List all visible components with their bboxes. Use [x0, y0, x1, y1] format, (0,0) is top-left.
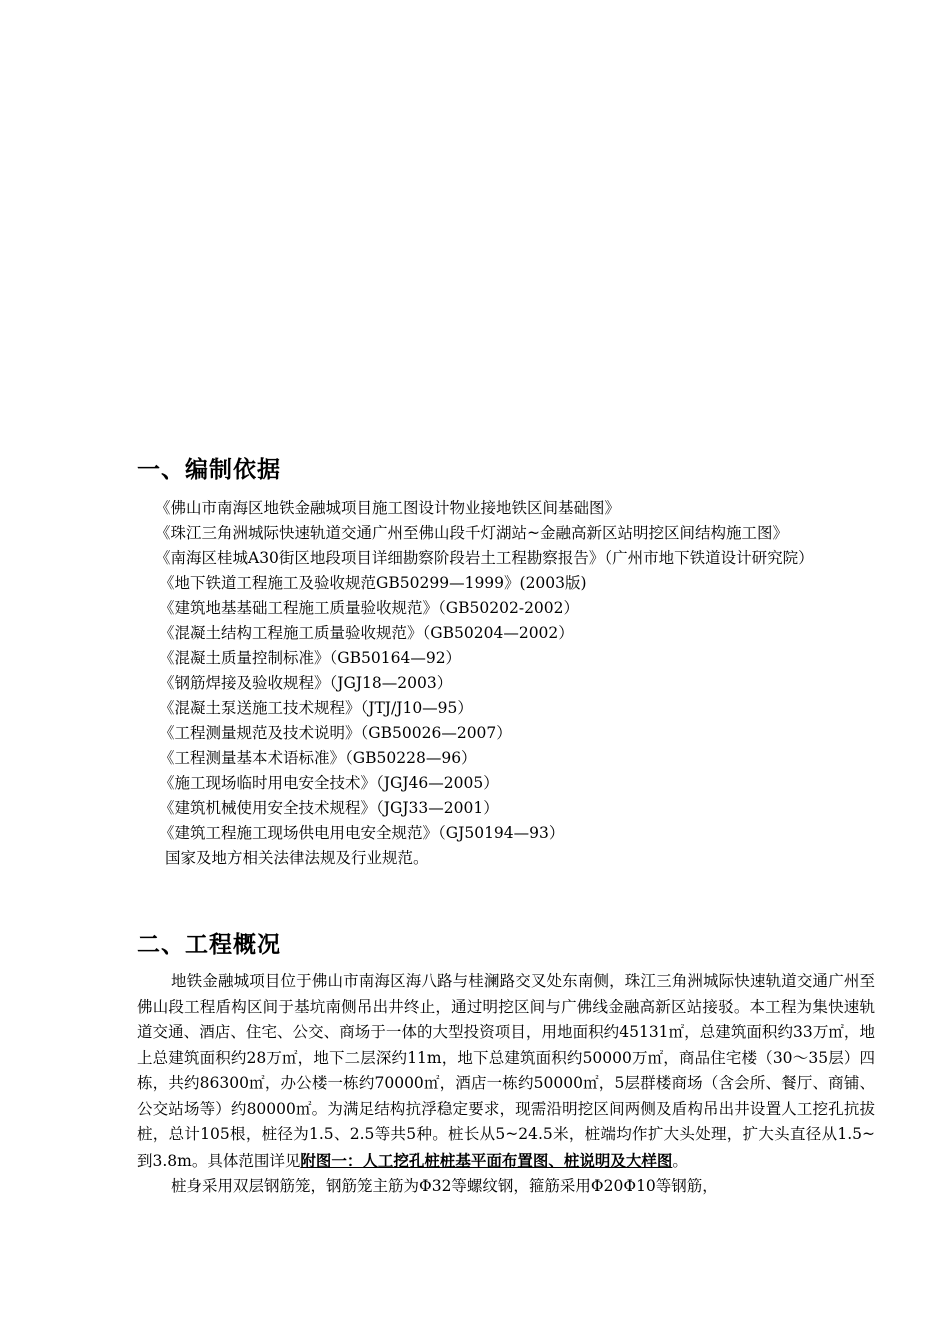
reference-item: 《混凝土质量控制标准》（GB50164—92） [159, 649, 462, 667]
reference-item: 国家及地方相关法律法规及行业规范。 [165, 849, 429, 867]
reference-item: 《建筑地基基础工程施工质量验收规范》（GB50202-2002） [159, 599, 580, 617]
appendix-figure-link[interactable]: 附图一：人工挖孔桩桩基平面布置图、桩说明及大样图 [300, 1150, 673, 1170]
project-overview [137, 969, 875, 1200]
reference-item: 《工程测量基本术语标准》（GB50228—96） [159, 749, 477, 767]
section-1-heading: 一、编制依据 [137, 457, 281, 483]
overview-paragraph: 桩身采用双层钢筋笼，钢筋笼主筋为Φ32等螺纹钢，箍筋采用Φ20Φ10等钢筋， [171, 1177, 718, 1195]
reference-item: 《建筑机械使用安全技术规程》（JGJ33—2001） [159, 799, 499, 817]
reference-item: 《混凝土结构工程施工质量验收规范》（GB50204—2002） [159, 624, 574, 642]
reference-item: 《工程测量规范及技术说明》（GB50026—2007） [159, 724, 512, 742]
overview-text-end: 。 [672, 1151, 688, 1170]
reference-item: 《建筑工程施工现场供电用电安全规范》（GJ50194—93） [159, 824, 565, 842]
reference-item: 《南海区桂城A30街区地段项目详细勘察阶段岩土工程勘察报告》（广州市地下铁道设计研究院） [155, 549, 814, 567]
overview-paragraph [137, 969, 875, 1174]
overview-text: 地铁金融城项目位于佛山市南海区海八路与桂澜路交叉处东南侧，珠江三角洲城际快速轨道交通广州至佛山段工程盾构区间于基坑南侧吊出井终止，通过明挖区间与广佛线金融高新区站接驳。本工程为集快速轨道交通、酒店、住宅、公交、商场于一体的大型投资项目，用地面积约45131㎡，总建筑面积约33万㎡，地上总建筑面积约28万㎡，地下二层深约11m，地下总建筑面积约50000万㎡，商品住宅楼（30～35层）四栋，共约86300㎡，办公楼一栋约70000㎡，酒店一栋约50000㎡，5层群楼商场（含会所、餐厅、商铺、公交站场等）约80000㎡。为满足结构抗浮稳定要求，现需沿明挖区间两侧及盾构吊出井设置人工挖孔抗拔桩，总计105根，桩径为1.5、2.5等共5种。桩长从5~24.5米，桩端均作扩大头处理，扩大头直径从1.5~到3.8m。具体范围详见 [137, 972, 875, 1170]
reference-item: 《施工现场临时用电安全技术》（JGJ46—2005） [159, 774, 499, 792]
reference-item: 《混凝土泵送施工技术规程》（JTJ/J10—95） [159, 699, 473, 717]
reference-item: 《地下铁道工程施工及验收规范GB50299—1999》(2003版) [159, 574, 587, 592]
section-2-heading: 二、工程概况 [137, 932, 281, 958]
reference-item: 《珠江三角洲城际快速轨道交通广州至佛山段千灯湖站~金融高新区站明挖区间结构施工图》 [155, 524, 788, 542]
reference-item: 《钢筋焊接及验收规程》（JGJ18—2003） [159, 674, 453, 692]
reference-item: 《佛山市南海区地铁金融城项目施工图设计物业接地铁区间基础图》 [155, 499, 621, 517]
reference-list [137, 496, 877, 871]
